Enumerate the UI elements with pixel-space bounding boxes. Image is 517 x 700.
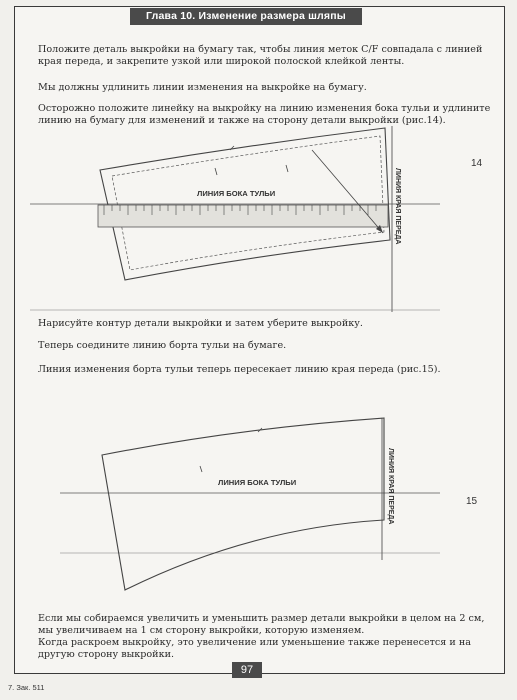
- fig14-side-line-label: ЛИНИЯ БОКА ТУЛЬИ: [197, 189, 276, 198]
- fig15-front-edge-label: ЛИНИЯ КРАЯ ПЕРЕДА: [387, 448, 394, 525]
- paragraph-6: Линия изменения борта тульи теперь пересекает линию края переда (рис.15).: [38, 364, 441, 375]
- page-number: 97: [232, 662, 262, 678]
- paragraph-1: Положите деталь выкройки на бумагу так, чтобы линия меток C/F совпадала с линией края переда, и закрепите узкой или широкой полоской клейкой ленты.: [38, 44, 483, 67]
- paragraph-7: Если мы собираемся увеличить и уменьшить размер детали выкройки в целом на 2 см, мы увеличиваем на 1 см сторону выкройки, которую изменяем.: [38, 613, 485, 636]
- figure-15-number: 15: [466, 496, 478, 507]
- fig15-pattern-outline: [102, 418, 384, 590]
- figure-14-number: 14: [471, 158, 483, 169]
- chapter-header: Глава 10. Изменение размера шляпы: [130, 8, 362, 25]
- paragraph-5: Теперь соедините линию борта тульи на бумаге.: [38, 340, 287, 351]
- fig14-front-edge-label: ЛИНИЯ КРАЯ ПЕРЕДА: [394, 168, 401, 245]
- paragraph-4: Нарисуйте контур детали выкройки и затем уберите выкройку.: [38, 318, 363, 329]
- paragraph-3: Осторожно положите линейку на выкройку на линию изменения бока тульи и удлините линию на бумагу для изменений и также на сторону детали выкройки (рис.14).: [38, 103, 491, 126]
- fig15-side-line-label: ЛИНИЯ БОКА ТУЛЬИ: [218, 478, 297, 487]
- paragraph-8: Когда раскроем выкройку, это увеличение или уменьшение также перенесется и на другую сторону выкройки.: [38, 637, 471, 660]
- imprint: 7. Зак. 511: [8, 683, 45, 692]
- paragraph-2: Мы должны удлинить линии изменения на выкройке на бумагу.: [38, 82, 367, 93]
